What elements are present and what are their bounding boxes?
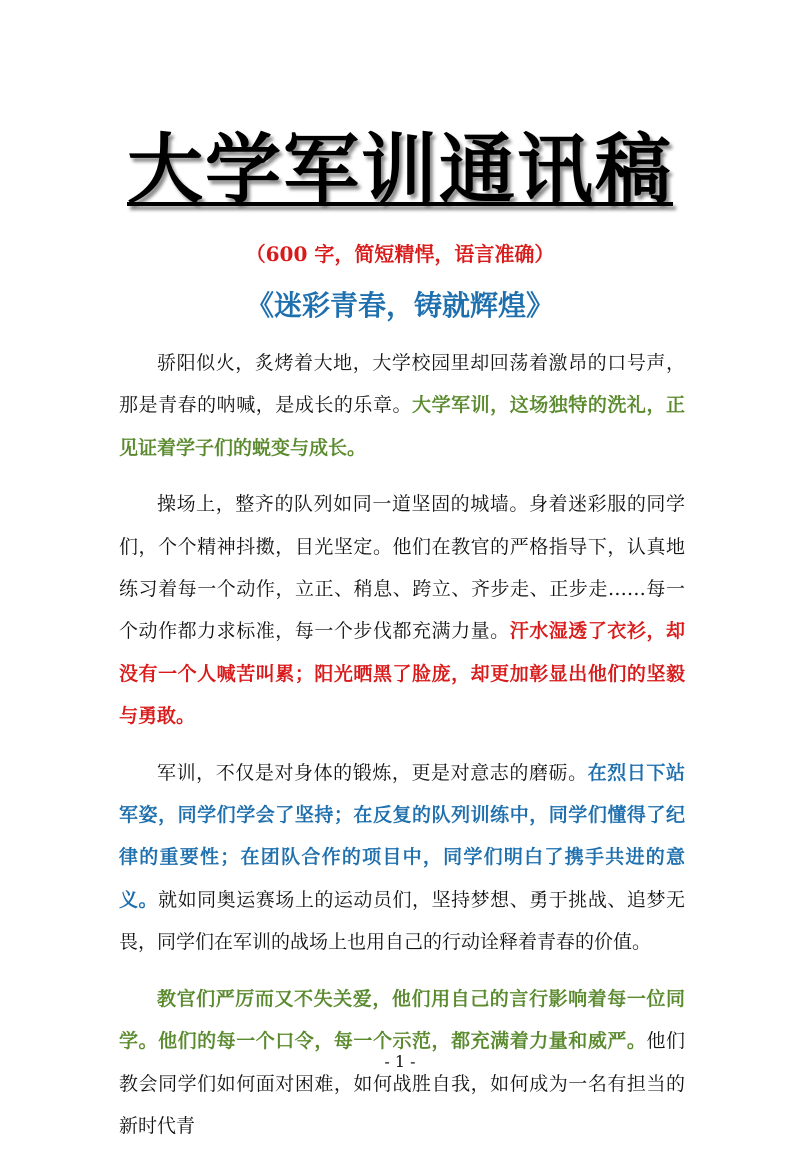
paragraph-highlight: 教官们严厉而又不失关爱，他们用自己的言行影响着每一位同学。他们的每一个口令，每一个示范，都充满着力量和威严。 — [119, 987, 685, 1053]
article-heading: 《迷彩青春，铸就辉煌》 — [245, 289, 554, 322]
document-title: 大学军训通讯稿 — [127, 125, 673, 214]
paragraph-text: 骄阳似火，炙烤着大地，大学校园里却回荡着激昂的口号声，那是青春的呐喊，是成长的乐章。 — [119, 352, 685, 417]
subtitle: （600 字，简短精悍，语言准确） — [245, 242, 555, 266]
paragraph-1 — [119, 342, 685, 469]
paragraph-text: 他们教会同学们如何面对困难，如何战胜自我，如何成为一名有担当的新时代青 — [119, 1030, 685, 1137]
paragraph-highlight: 汗水湿透了衣衫，却没有一个人喊苦叫累；阳光晒黑了脸庞，却更加彰显出他们的坚毅与勇敢。 — [119, 620, 685, 728]
paragraph-3 — [119, 752, 685, 964]
paragraph-highlight: 大学军训，这场独特的洗礼，正见证着学子们的蜕变与成长。 — [119, 394, 685, 459]
article-body — [119, 342, 685, 1161]
paragraph-text: 军训，不仅是对身体的锻炼，更是对意志的磨砺。 — [157, 761, 588, 784]
paragraph-text: 操场上，整齐的队列如同一道坚固的城墙。身着迷彩服的同学们，个个精神抖擞，目光坚定。他们在教官的严格指导下，认真地练习着每一个动作，立正、稍息、跨立、齐步走、正步走……每一个动作都力求标准，每一个步伐都充满力量。 — [119, 493, 685, 643]
page-number: - 1 - — [384, 1052, 416, 1071]
paragraph-2 — [119, 483, 685, 737]
paragraph-highlight: 在烈日下站军姿，同学们学会了坚持；在反复的队列训练中，同学们懂得了纪律的重要性；在团队合作的项目中，同学们明白了携手共进的意义。 — [119, 761, 685, 911]
paragraph-text: 就如同奥运赛场上的运动员们，坚持梦想、勇于挑战、追梦无畏，同学们在军训的战场上也用自己的行动诠释着青春的价值。 — [119, 888, 685, 954]
